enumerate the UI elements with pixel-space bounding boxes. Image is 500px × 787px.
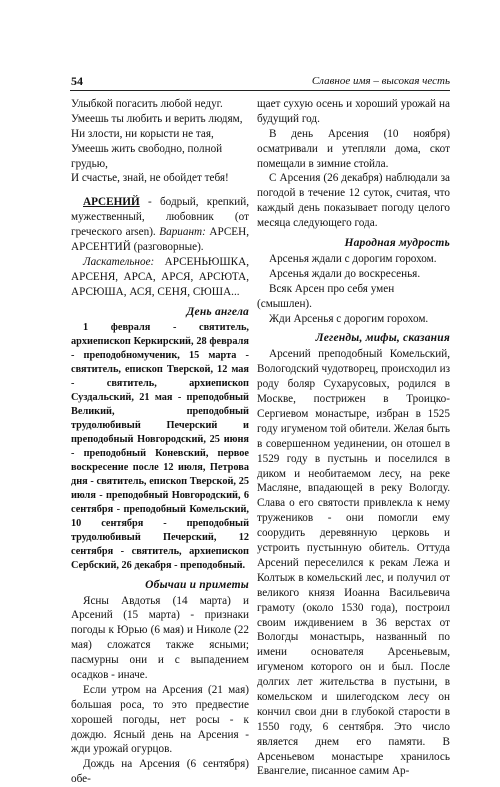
running-title: Славное имя – высокая честь xyxy=(311,75,450,87)
page-number: 54 xyxy=(71,74,83,88)
legends-heading: Легенды, мифы, сказания xyxy=(315,332,450,345)
proverb-line: Всяк Арсен про себя умен (смышлен). xyxy=(257,282,395,310)
proverb-line: Арсенья ждали до воскресенья. xyxy=(269,267,421,280)
variant-text: АРСЕН, АРСЕНТИЙ (разговорные). xyxy=(71,226,249,254)
angel-day-text: 1 февраля - святитель, архиепископ Керкирский, 28 февраля - преподобномученик, 15 марта - святитель, епископ Тверской, 12 мая - святитель, архиепископ Суздальский, 21 мая - преподобный Великий, преподобный трудолюбивый Печерский и преподобный Новгородский, 25 июня - преподобный Коневский, первое воскресение после 12 июля, Петрова дня - святитель, епископ Тверской, 25 июля - преподобный Новгородский, 6 сентября - преподобный Комельский, 10 сентября - преподобный трудолюбивый Печерский, 12 сентября - святитель, архиепископ Сербский, 26 декабря - преподобный. xyxy=(71,321,249,571)
legends-text: Арсений преподобный Комельский, Вологодский чудотворец, происходил из роду боляр Сухарусовых, родился в Москве, пострижен в Троицко-Сергиевом монастыре, избран в 1525 году игуменом той обители. Желая быть в совершенном уединении, он отошел в 1529 году в пустынь и поселился в диком и необитаемом лесу, на реке Масляне, впадающей в реку Вологду. Слава о его святости привлекла к нему тружеников - они помогли ему соорудить деревянную церковь и устроить пустынную обитель. Оттуда Арсений переселился к рекам Лежа и Колтыж в комельский лес, и получил от великого князя Иоанна Васильевича грамоту (около 1530 года), построил своим иждивением в 36 верстах от Вологды монастырь, названный по имени основателя Арсеньевым, игуменом которого он и был. После долгих лет жительства в пустыни, в комельском и шилегодском лесу он кончил свои дни в глубокой старости в 1550 году, 6 сентября. Это число является днем его памяти. В Арсеньевом монастыре хранилось Евангелие, писанное самим Ар- xyxy=(257,348,450,778)
left-column xyxy=(71,97,249,787)
variant-label: Вариант: xyxy=(159,226,206,239)
header-rule xyxy=(70,90,450,91)
name-definition-text: - бодрый, крепкий, мужественный, любовник (от греческого arsen). xyxy=(71,196,249,239)
name-definition xyxy=(71,195,249,255)
poem-line: Умеешь жить свободно, полной грудью, xyxy=(71,142,223,170)
diminutive-label: Ласкательное: xyxy=(83,255,155,268)
diminutives xyxy=(71,255,249,300)
customs-paragraph: Если утром на Арсения (21 мая) большая роса, то это предвестие хорошей погоды, нет росы - к дождю. Ясный день на Арсения - жди урожай огурцов. xyxy=(71,683,249,756)
body-paragraph: щает сухую осень и хороший урожай на будущий год. xyxy=(257,98,450,125)
diminutive-text: АРСЕНЬЮШКА, АРСЕНЯ, АРСА, АРСЯ, АРСЮТА, АРСЮША, АСЯ, СЕНЯ, СЮША... xyxy=(71,255,249,298)
angel-day-block xyxy=(71,321,249,573)
poem xyxy=(71,97,249,186)
proverb-line: Жди Арсенья с дорогим горохом. xyxy=(269,312,429,325)
customs-heading: Обычаи и приметы xyxy=(145,578,249,591)
angel-day-heading: День ангела xyxy=(186,305,249,318)
body-paragraph: С Арсения (26 декабря) наблюдали за погодой в течение 12 суток, считая, что каждый день показывает погоду целого месяца следующего года. xyxy=(257,172,450,230)
wisdom-heading: Народная мудрость xyxy=(344,237,450,250)
proverb-line: Арсенья ждали с дорогим горохом. xyxy=(269,253,437,266)
body-paragraph: В день Арсения (10 ноября) осматривали и утепляли дома, скот помещали в зимние стойла. xyxy=(257,127,450,170)
poem-line: Умеешь ты любить и верить людям, xyxy=(71,112,243,125)
right-column xyxy=(257,97,450,779)
customs-paragraph: Дождь на Арсения (6 сентября) обе- xyxy=(71,758,249,786)
customs-paragraph: Ясны Авдотья (14 марта) и Арсений (15 марта) - признаки погоды к Юрью (6 мая) и Николе (22 мая) сложатся также ясными; пасмурны они и с выпадением осадков - иначе. xyxy=(71,594,249,682)
poem-line: И счастье, знай, не обойдет тебя! xyxy=(71,172,229,185)
proverbs xyxy=(257,252,450,326)
poem-line: Ни злости, ни корысти не тая, xyxy=(71,127,214,140)
poem-line: Улыбкой погасить любой недуг. xyxy=(71,98,223,110)
name-headword: АРСЕНИЙ xyxy=(83,196,140,209)
